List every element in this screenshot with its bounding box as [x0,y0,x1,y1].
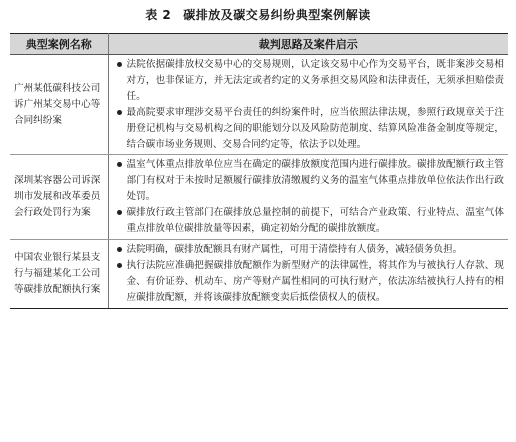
table-row [10,55,508,155]
header-row [10,34,508,55]
bullet-point: 最高院要求审理涉交易平台责任的纠纷案件时，应当依照法律法规，参照行政规章关于注册登记机构与交易机构之间的职能划分以及风险防范制度、结算风险准备金制度等规定，结合碳市场业务规则、交易合同约定等，依法予以处理。 [115,105,505,153]
table-row [10,239,508,308]
bullet-point: 温室气体重点排放单位应当在确定的碳排放额度范围内进行碳排放。碳排放配额行政主管部门有权对于未按时足额履行碳排放清缴履约义务的温室气体重点排放单位依法作出行政处罚。 [115,157,505,205]
table-number: 表 2 [145,8,172,22]
header-case-name: 典型案例名称 [10,34,108,55]
bullet-point: 法院明确，碳排放配额具有财产属性，可用于清偿持有人债务，减轻债务负担。 [115,242,505,258]
case-table [10,33,508,309]
table-caption [0,6,516,23]
header-analysis: 裁判思路及案件启示 [108,34,508,55]
case-name-cell: 广州某低碳科技公司诉广州某交易中心等合同纠纷案 [10,55,108,155]
analysis-cell [108,155,508,240]
table-title: 碳排放及碳交易纠纷典型案例解读 [183,8,371,22]
table-row [10,155,508,240]
bullet-point: 执行法院应准确把握碳排放配额作为新型财产的法律属性，将其作为与被执行人存款、现金、有价证券、机动车、房产等财产属性相同的可执行财产，依法冻结被执行人持有的相应碳排放配额，并将该碳排放配额变卖后抵偿债权人的债权。 [115,258,505,306]
bullet-point: 法院依据碳排放权交易中心的交易规则，认定该交易中心作为交易平台，既非案涉交易相对方，也非保证方，并无法定或者约定的义务承担交易风险和法律责任，无须承担赔偿责任。 [115,57,505,105]
case-name-cell: 中国农业银行某县支行与福建某化工公司等碳排放配额执行案 [10,239,108,308]
analysis-cell [108,55,508,155]
analysis-cell [108,239,508,308]
case-name-cell: 深圳某容器公司诉深圳市发展和改革委员会行政处罚行为案 [10,155,108,240]
bullet-point: 碳排放行政主管部门在碳排放总量控制的前提下，可结合产业政策、行业特点、温室气体重点排放单位碳排放量等因素，确定初始分配的碳排放额度。 [115,205,505,237]
